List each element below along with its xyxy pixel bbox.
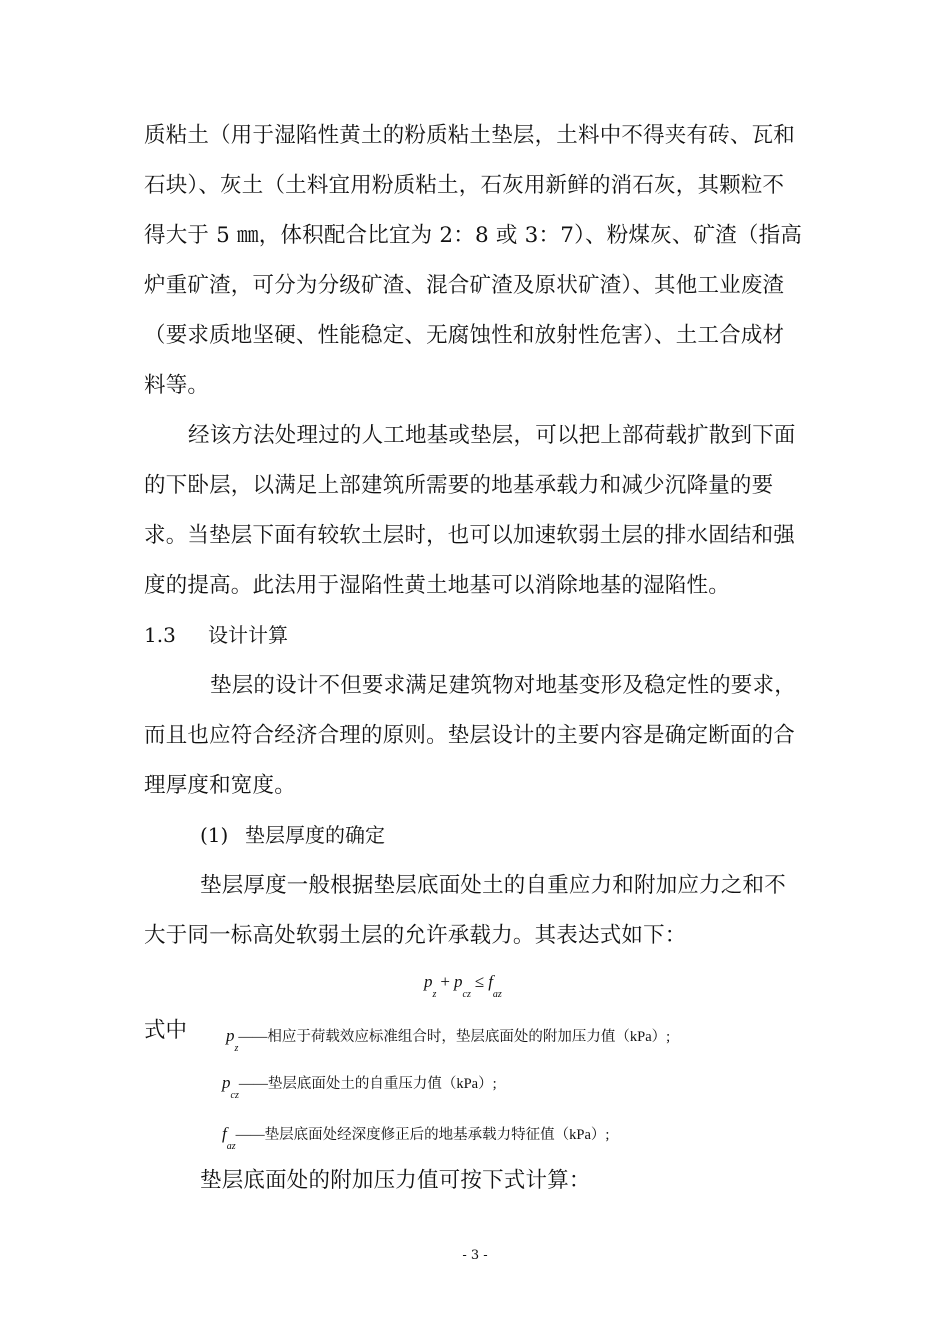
paragraph-line: 垫层的设计不但要求满足建筑物对地基变形及稳定性的要求， — [210, 673, 796, 698]
formula-plus: + — [440, 972, 450, 991]
subsection-number: (1) — [200, 823, 229, 847]
formula-leq: ≤ — [474, 972, 485, 991]
section-heading — [144, 620, 288, 650]
paragraph-line: 大于同一标高处软弱土层的允许承载力。其表达式如下： — [144, 923, 687, 948]
paragraph-line: 的下卧层，以满足上部建筑所需要的地基承载力和减少沉降量的要 — [144, 473, 774, 498]
section-title: 设计计算 — [208, 623, 288, 647]
paragraph-line: 理厚度和宽度。 — [144, 773, 296, 798]
definition-text: ——垫层底面处经深度修正后的地基承载力特征值（kPa）; — [235, 1127, 610, 1143]
definition-symbol: $p_{cz}$ — [222, 1073, 239, 1102]
formula-pz: $p_z$ — [424, 972, 437, 1001]
paragraph-line: 经该方法处理过的人工地基或垫层，可以把上部荷载扩散到下面 — [188, 423, 796, 448]
definition-pcz — [222, 1072, 497, 1102]
formula-pcz: $p_{cz}$ — [454, 972, 471, 1001]
paragraph-line: （要求质地坚硬、性能稳定、无腐蚀性和放射性危害）、土工合成材 — [144, 323, 785, 348]
paragraph-line: 求。当垫层下面有较软土层时，也可以加速软弱土层的排水固结和强 — [144, 523, 796, 548]
subsection-title: 垫层厚度的确定 — [245, 823, 385, 847]
subsection-heading — [200, 820, 385, 850]
paragraph-line: 得大于 5 ㎜，体积配合比宜为 2：8 或 3：7）、粉煤灰、矿渣（指高 — [144, 223, 803, 248]
definition-pz — [226, 1025, 671, 1055]
definition-text: ——垫层底面处土的自重压力值（kPa）; — [238, 1076, 497, 1092]
page-number: - 3 - — [462, 1248, 488, 1263]
paragraph-line: 质粘土（用于湿陷性黄土的粉质粘土垫层，土料中不得夹有砖、瓦和 — [144, 123, 796, 148]
paragraph-line: 炉重矿渣，可分为分级矿渣、混合矿渣及原状矿渣）、其他工业废渣 — [144, 273, 785, 298]
formula-faz: $f_{az}$ — [488, 972, 502, 1001]
definition-text: ——相应于荷载效应标准组合时，垫层底面处的附加压力值（kPa）; — [238, 1029, 671, 1045]
paragraph-line: 石块）、灰土（土料宜用粉质粘土，石灰用新鲜的消石灰，其颗粒不 — [144, 173, 785, 198]
definition-faz — [222, 1123, 610, 1153]
definition-symbol: $p_z$ — [226, 1026, 239, 1055]
paragraph-line: 料等。 — [144, 373, 210, 398]
section-number: 1.3 — [144, 623, 176, 647]
inequality-formula — [424, 972, 502, 1001]
paragraph-line: 度的提高。此法用于湿陷性黄土地基可以消除地基的湿陷性。 — [144, 573, 730, 598]
where-label: 式中 — [144, 1018, 188, 1043]
paragraph-line: 而且也应符合经济合理的原则。垫层设计的主要内容是确定断面的合 — [144, 723, 796, 748]
paragraph-line: 垫层厚度一般根据垫层底面处土的自重应力和附加应力之和不 — [200, 873, 786, 898]
paragraph-line: 垫层底面处的附加压力值可按下式计算： — [200, 1168, 591, 1193]
definition-symbol: $f_{az}$ — [222, 1124, 236, 1153]
